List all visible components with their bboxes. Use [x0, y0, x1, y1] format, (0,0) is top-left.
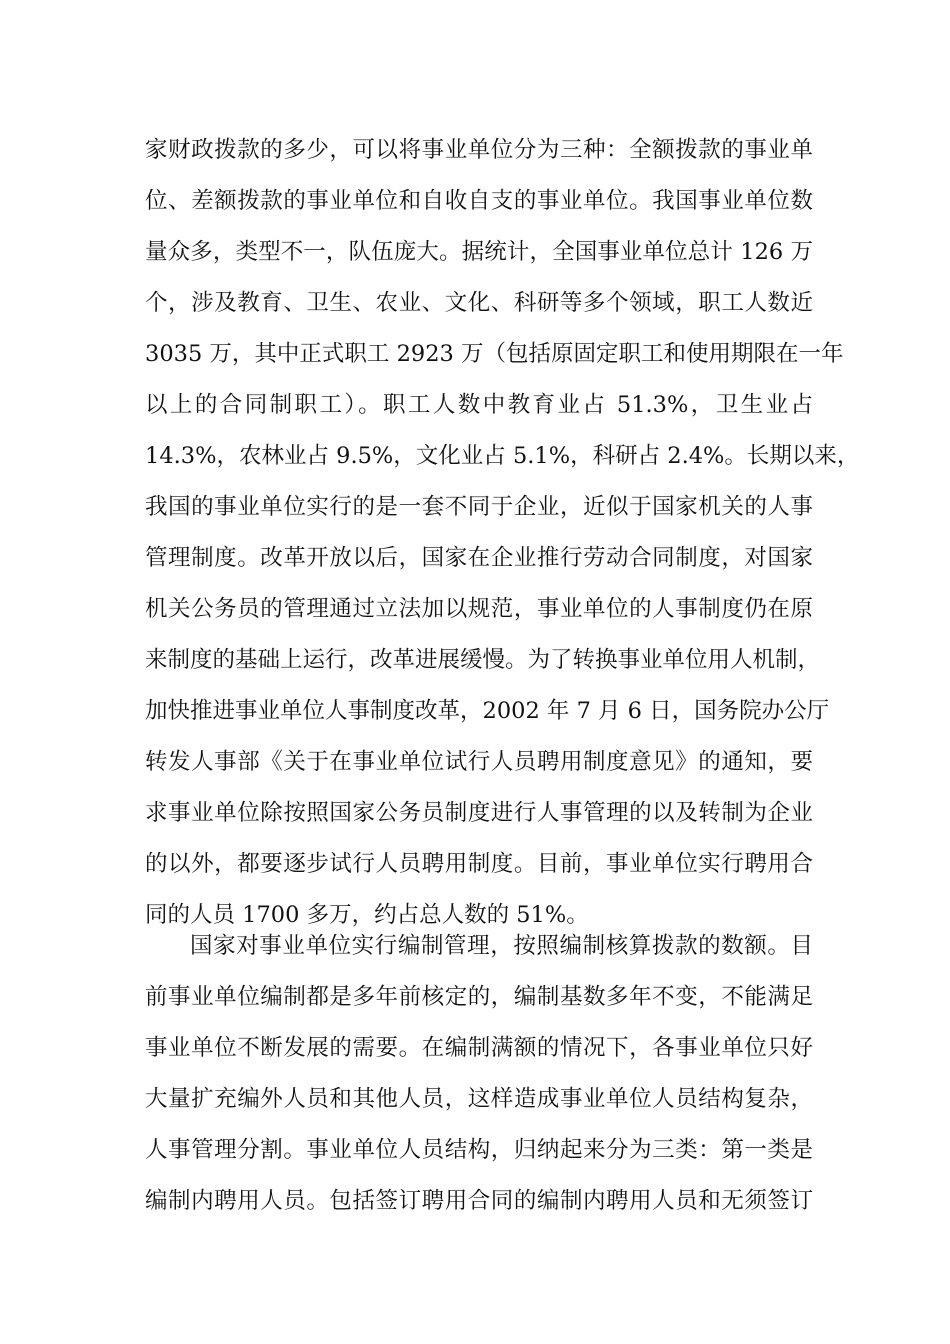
- paragraph-line: 量众多，类型不一，队伍庞大。据统计，全国事业单位总计 126 万: [145, 239, 813, 265]
- paragraph-2: [145, 921, 813, 1227]
- paragraph-1: [145, 125, 860, 941]
- paragraph-line: 编制内聘用人员。包括签订聘用合同的编制内聘用人员和无须签订: [145, 1188, 813, 1214]
- paragraph-line: 事业单位不断发展的需要。在编制满额的情况下，各事业单位只好: [145, 1035, 813, 1061]
- paragraph-line: 我国的事业单位实行的是一套不同于企业，近似于国家机关的人事: [145, 494, 813, 520]
- paragraph-line: 前事业单位编制都是多年前核定的，编制基数多年不变，不能满足: [145, 984, 813, 1010]
- paragraph-line: 大量扩充编外人员和其他人员，这样造成事业单位人员结构复杂，: [145, 1086, 813, 1112]
- paragraph-line: 3035 万，其中正式职工 2923 万（包括原固定职工和使用期限在一年: [145, 341, 844, 367]
- paragraph-line: 14.3%，农林业占 9.5%，文化业占 5.1%，科研占 2.4%。长期以来，: [145, 443, 860, 469]
- paragraph-line: 机关公务员的管理通过立法加以规范，事业单位的人事制度仍在原: [145, 596, 813, 622]
- paragraph-line: 家财政拨款的多少，可以将事业单位分为三种：全额拨款的事业单: [145, 137, 813, 163]
- paragraph-line: 来制度的基础上运行，改革进展缓慢。为了转换事业单位用人机制，: [145, 647, 821, 673]
- paragraph-line: 人事管理分割。事业单位人员结构，归纳起来分为三类：第一类是: [145, 1137, 813, 1163]
- paragraph-line: 同的人员 1700 多万，约占总人数的 51%。: [145, 902, 589, 928]
- paragraph-line: 国家对事业单位实行编制管理，按照编制核算拨款的数额。目: [190, 933, 813, 959]
- paragraph-line: 管理制度。改革开放以后，国家在企业推行劳动合同制度，对国家: [145, 545, 813, 571]
- paragraph-line: 加快推进事业单位人事制度改革，2002 年 7 月 6 日，国务院办公厅: [145, 698, 830, 724]
- paragraph-line: 个，涉及教育、卫生、农业、文化、科研等多个领域，职工人数近: [145, 290, 813, 316]
- paragraph-line: 求事业单位除按照国家公务员制度进行人事管理的以及转制为企业: [145, 800, 813, 826]
- paragraph-line: 以上的合同制职工）。职工人数中教育业占 51.3%，卫生业占: [145, 392, 813, 418]
- paragraph-line: 转发人事部《关于在事业单位试行人员聘用制度意见》的通知，要: [145, 749, 813, 775]
- paragraph-line: 的以外，都要逐步试行人员聘用制度。目前，事业单位实行聘用合: [145, 851, 813, 877]
- paragraph-line: 位、差额拨款的事业单位和自收自支的事业单位。我国事业单位数: [145, 188, 813, 214]
